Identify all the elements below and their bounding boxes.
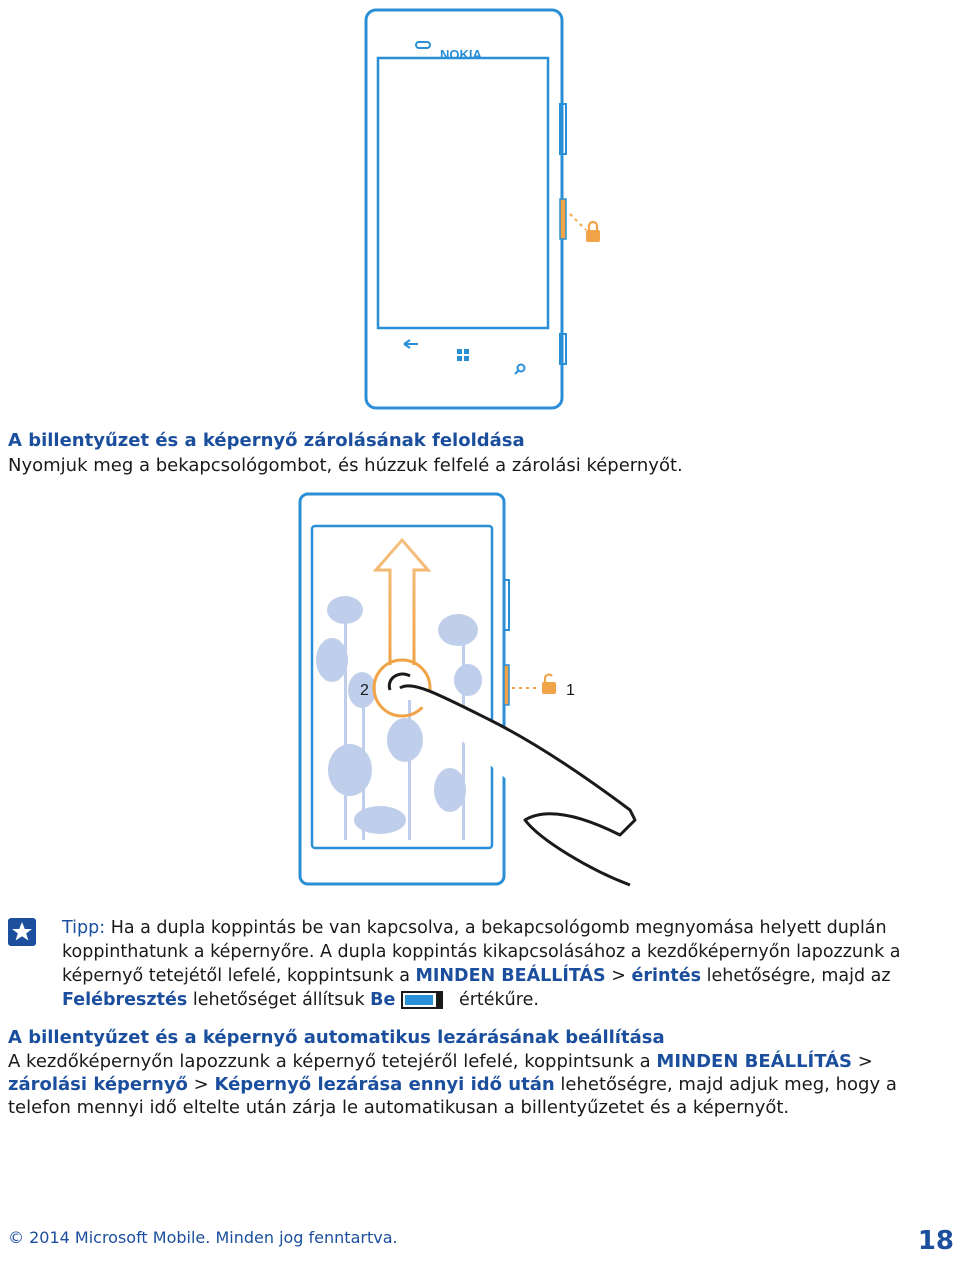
setting-minden-beallitas: MINDEN BEÁLLÍTÁS (415, 966, 606, 986)
page-number: 18 (917, 1226, 954, 1256)
tip-paragraph (62, 916, 952, 1012)
tip-label: Tipp: (62, 918, 106, 938)
step-label-2: 2 (360, 682, 369, 699)
section2-text-1: A kezdőképernyőn lapozzunk a képernyő tetejéről lefelé, koppintsunk a (8, 1051, 657, 1072)
tip-text-3: lehetőséget állítsuk (187, 990, 371, 1010)
brand-logo: NOKIA (440, 47, 482, 62)
section2-separator-1: > (852, 1051, 873, 1072)
setting-erintes: érintés (631, 966, 702, 986)
phone-illustration-power-key (360, 4, 620, 414)
unlock-icon (542, 675, 556, 694)
tip-text-1: Ha a dupla koppintás be van kapcsolva, a bekapcsológomb megnyomása helyett duplán koppinthatunk a képernyőre. A dupla koppintás kikapcsolásához a kezdőképernyőn lapozzunk a képernyő tetejétől lefelé, koppintsunk a (62, 918, 901, 986)
section2-heading: A billentyűzet és a képernyő automatikus lezárásának beállítása (8, 1027, 665, 1048)
setting-zarolasi-kepernyo: zárolási képernyő (8, 1074, 188, 1095)
section1-body: Nyomjuk meg a bekapcsológombot, és húzzuk felfelé a zárolási képernyőt. (8, 455, 683, 476)
setting-minden-beallitas: MINDEN BEÁLLÍTÁS (656, 1051, 853, 1072)
phone-illustration-swipe-unlock (290, 490, 640, 900)
footer-copyright: © 2014 Microsoft Mobile. Minden jog fenntartva. (8, 1228, 398, 1247)
toggle-on-icon (401, 991, 447, 1009)
section2-body (8, 1050, 956, 1119)
section2-separator-2: > (187, 1074, 215, 1095)
tip-separator: > (605, 966, 632, 986)
power-key (504, 665, 509, 705)
tip-star-icon (8, 918, 36, 946)
section2-text-2: lehetőségre, majd adjuk meg, hogy a telefon mennyi idő eltelte után zárja le automatikusan a billentyűzetet és a képernyőt. (8, 1074, 897, 1118)
section1-heading: A billentyűzet és a képernyő zárolásának feloldása (8, 430, 525, 451)
setting-kepernyo-lezarasa: Képernyő lezárása ennyi idő után (214, 1074, 555, 1095)
step-label-1: 1 (566, 682, 575, 699)
tip-text-2: lehetőségre, majd az (701, 966, 891, 986)
setting-be: Be (370, 990, 396, 1010)
tip-text-4: értékűre. (453, 990, 539, 1010)
lock-icon (586, 222, 600, 242)
power-key (560, 199, 566, 239)
setting-felebresztes: Felébresztés (62, 990, 188, 1010)
